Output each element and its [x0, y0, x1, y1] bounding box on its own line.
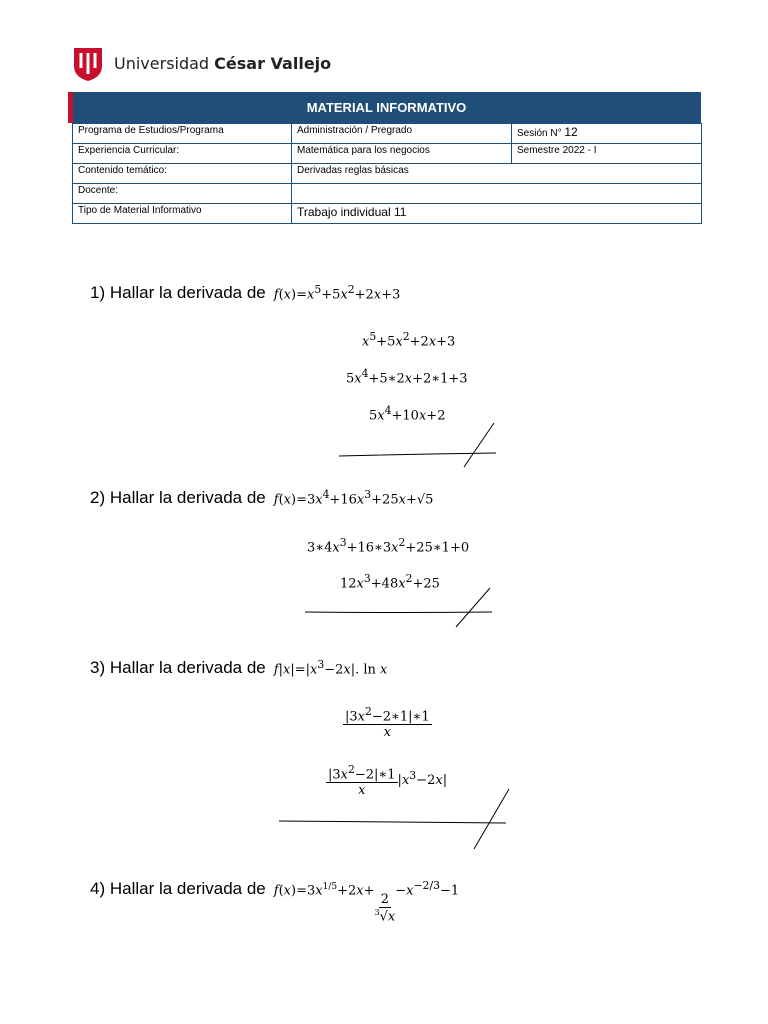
red-accent-bar — [68, 92, 73, 123]
problem-label: 3) Hallar la derivada de — [90, 658, 266, 678]
problem-4 — [90, 879, 459, 925]
answer-underline-check — [276, 786, 511, 852]
problem-formula: $f(x)=3x^{1/5}+2x+$ $\frac{2}{^3√x}$ $-x^{-2/3}-1$ — [273, 879, 460, 925]
row-label: Contenido temático: — [73, 164, 292, 184]
table-header-title: MATERIAL INFORMATIVO — [72, 92, 701, 123]
problem-3 — [90, 658, 387, 678]
problem-1 — [90, 283, 400, 303]
row-label: Experiencia Curricular: — [73, 144, 292, 164]
row-value: Derivadas reglas básicas — [292, 164, 702, 184]
semester-cell: Semestre 2022 - I — [512, 144, 702, 164]
info-table — [72, 92, 701, 224]
row-label: Tipo de Material Informativo — [73, 204, 292, 224]
step-line: $\frac{|3x^2-2|∗1}{x}$ $|x^3-2x|$ — [328, 763, 448, 799]
step-line: $x^5+5x^2+2x+3$ — [362, 330, 456, 350]
shield-icon — [72, 44, 104, 82]
university-logo — [72, 44, 331, 82]
row-value — [292, 184, 702, 204]
problem-label: 4) Hallar la derivada de — [90, 879, 266, 899]
session-cell: Sesión N° 12 — [512, 124, 702, 144]
problem-label: 1) Hallar la derivada de — [90, 283, 266, 303]
problem-2 — [90, 488, 433, 508]
table-row — [73, 124, 702, 144]
problem-label: 2) Hallar la derivada de — [90, 488, 266, 508]
answer-underline-check — [302, 585, 497, 630]
problem-formula: $f(x)=x^5+5x^2+2x+3$ — [273, 283, 401, 303]
table-row — [73, 144, 702, 164]
step-line: $5x^4+10x+2$ — [369, 404, 446, 424]
row-label: Docente: — [73, 184, 292, 204]
step-line: $5x^4+5∗2x+2∗1+3$ — [346, 367, 468, 387]
problem-formula: $f(x)=3x^4+16x^3+25x+√5$ — [273, 488, 434, 508]
step-line: $3∗4x^3+16∗3x^2+25∗1+0$ — [307, 536, 470, 556]
row-value: Trabajo individual 11 — [292, 204, 702, 224]
row-value: Administración / Pregrado — [292, 124, 512, 144]
table-row — [73, 164, 702, 184]
step-line: $\frac{|3x^2-2∗1|∗1}{x}$ — [345, 705, 430, 741]
table-row — [73, 184, 702, 204]
answer-underline-check — [336, 420, 501, 470]
row-value: Matemática para los negocios — [292, 144, 512, 164]
table-row — [73, 204, 702, 224]
step-line: $12x^3+48x^2+25$ — [340, 572, 440, 592]
problem-formula: $f|x|=|x^3-2x|$. ln x — [273, 658, 388, 678]
row-label: Programa de Estudios/Programa — [73, 124, 292, 144]
university-name: Universidad César Vallejo — [114, 53, 332, 73]
